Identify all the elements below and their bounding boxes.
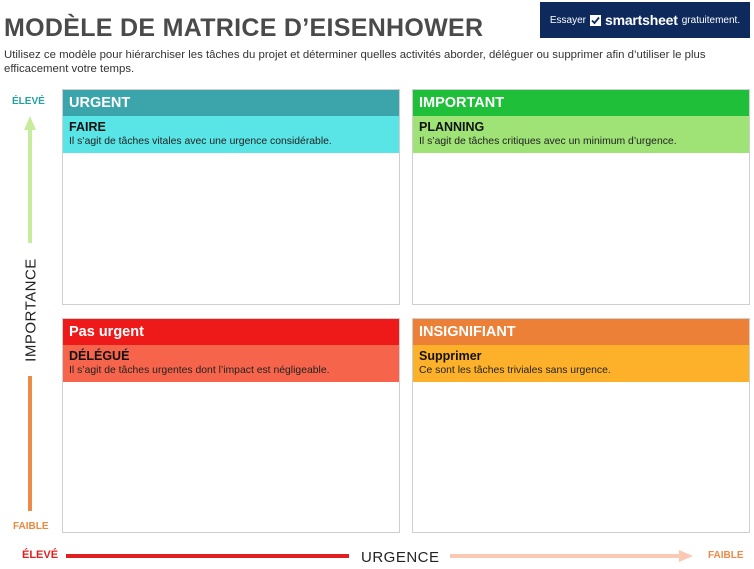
quadrant-urgent bbox=[62, 89, 400, 305]
quadrant-action: Supprimer bbox=[419, 349, 482, 363]
quadrant-description: Il s’agit de tâches urgentes dont l’impact est négligeable. bbox=[69, 365, 330, 376]
quadrant-description: Ce sont les tâches triviales sans urgence. bbox=[419, 365, 611, 376]
quadrant-description: Il s’agit de tâches vitales avec une urgence considérable. bbox=[69, 136, 332, 147]
cta-brand: smartsheet bbox=[605, 12, 678, 28]
urgency-high-label: ÉLEVÉ bbox=[22, 549, 59, 561]
right-arrow-icon bbox=[679, 550, 693, 562]
up-arrow-icon bbox=[24, 116, 36, 130]
quadrant-notes-area[interactable] bbox=[413, 381, 749, 532]
importance-arrow-upper bbox=[28, 129, 32, 243]
quadrant-action: FAIRE bbox=[69, 120, 106, 134]
quadrant-subheader bbox=[413, 345, 749, 382]
quadrant-notes-area[interactable] bbox=[63, 152, 399, 304]
quadrant-insignificant bbox=[412, 318, 750, 533]
cta-prefix: Essayer bbox=[549, 14, 587, 26]
quadrant-heading: IMPORTANT bbox=[413, 90, 749, 116]
quadrant-notes-area[interactable] bbox=[413, 152, 749, 304]
urgency-arrow-right bbox=[450, 554, 680, 558]
quadrant-notes-area[interactable] bbox=[63, 381, 399, 532]
quadrant-heading: INSIGNIFIANT bbox=[413, 319, 749, 345]
quadrant-heading: Pas urgent bbox=[63, 319, 399, 345]
importance-axis-title: IMPORTANCE bbox=[22, 258, 40, 362]
quadrant-action: DÉLÉGUÉ bbox=[69, 349, 130, 363]
quadrant-description: Il s’agit de tâches critiques avec un minimum d’urgence. bbox=[419, 136, 677, 147]
urgency-low-label: FAIBLE bbox=[708, 550, 744, 561]
importance-low-label: FAIBLE bbox=[13, 521, 49, 532]
smartsheet-trial-button[interactable] bbox=[540, 2, 750, 38]
urgency-axis-title: URGENCE bbox=[361, 549, 440, 566]
quadrant-subheader bbox=[63, 345, 399, 382]
checkmark-icon bbox=[590, 15, 601, 26]
quadrant-subheader bbox=[413, 116, 749, 153]
quadrant-action: PLANNING bbox=[419, 120, 485, 134]
page-subtitle: Utilisez ce modèle pour hiérarchiser les tâches du projet et déterminer quelles activités aborder, déléguer ou supprimer afin d’utiliser le plus efficacement votre temps. bbox=[4, 49, 706, 75]
importance-high-label: ÉLEVÉ bbox=[12, 96, 45, 107]
quadrant-not-urgent bbox=[62, 318, 400, 533]
page-title: MODÈLE DE MATRICE D’EISENHOWER bbox=[4, 14, 484, 42]
quadrant-important bbox=[412, 89, 750, 305]
cta-suffix: gratuitement. bbox=[681, 14, 741, 26]
importance-arrow-lower bbox=[28, 376, 32, 511]
quadrant-subheader bbox=[63, 116, 399, 153]
quadrant-heading: URGENT bbox=[63, 90, 399, 116]
urgency-arrow-left bbox=[66, 554, 349, 558]
